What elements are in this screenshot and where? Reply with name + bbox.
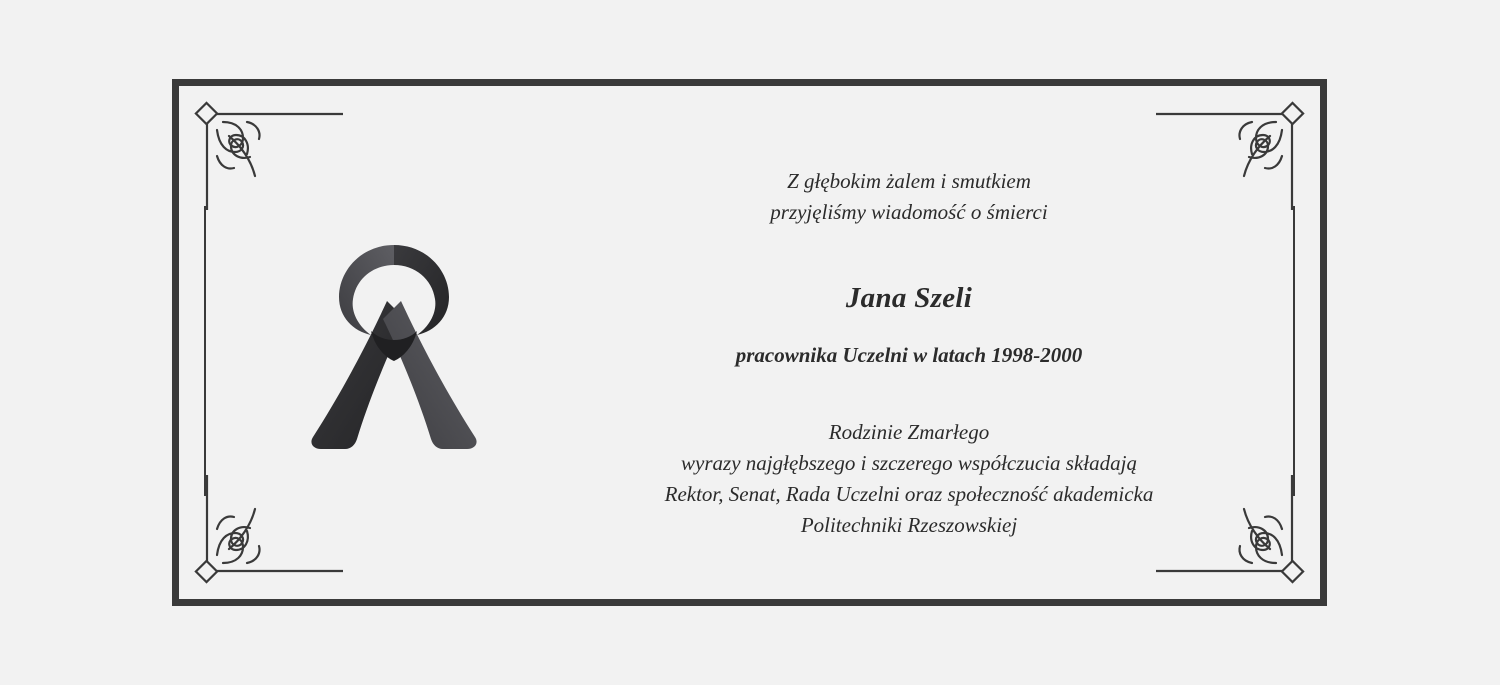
condolence-line-1: Rodzinie Zmarłego (828, 420, 990, 444)
mourning-notice-card (172, 79, 1327, 606)
condolence-text (549, 417, 1269, 541)
black-mourning-ribbon-icon (279, 231, 509, 471)
condolence-line-3: Rektor, Senat, Rada Uczelni oraz społeczność akademicka (664, 482, 1154, 506)
frame-rule-right (1293, 206, 1295, 496)
deceased-role: pracownika Uczelni w latach 1998-2000 (735, 343, 1083, 367)
deceased-name: Jana Szeli (845, 282, 973, 314)
notice-text-block (549, 166, 1269, 541)
condolence-line-2: wyrazy najgłębszego i szczerego współczucia składają (681, 451, 1137, 475)
notice-inner-area (179, 86, 1320, 599)
intro-line-2: przyjęliśmy wiadomość o śmierci (770, 200, 1048, 224)
condolence-line-4: Politechniki Rzeszowskiej (800, 513, 1018, 537)
frame-rule-left (204, 206, 206, 496)
scroll-corner-ornament-icon (193, 475, 343, 585)
intro-text (549, 166, 1269, 228)
intro-line-1: Z głębokim żalem i smutkiem (787, 169, 1031, 193)
scroll-corner-ornament-icon (193, 100, 343, 210)
